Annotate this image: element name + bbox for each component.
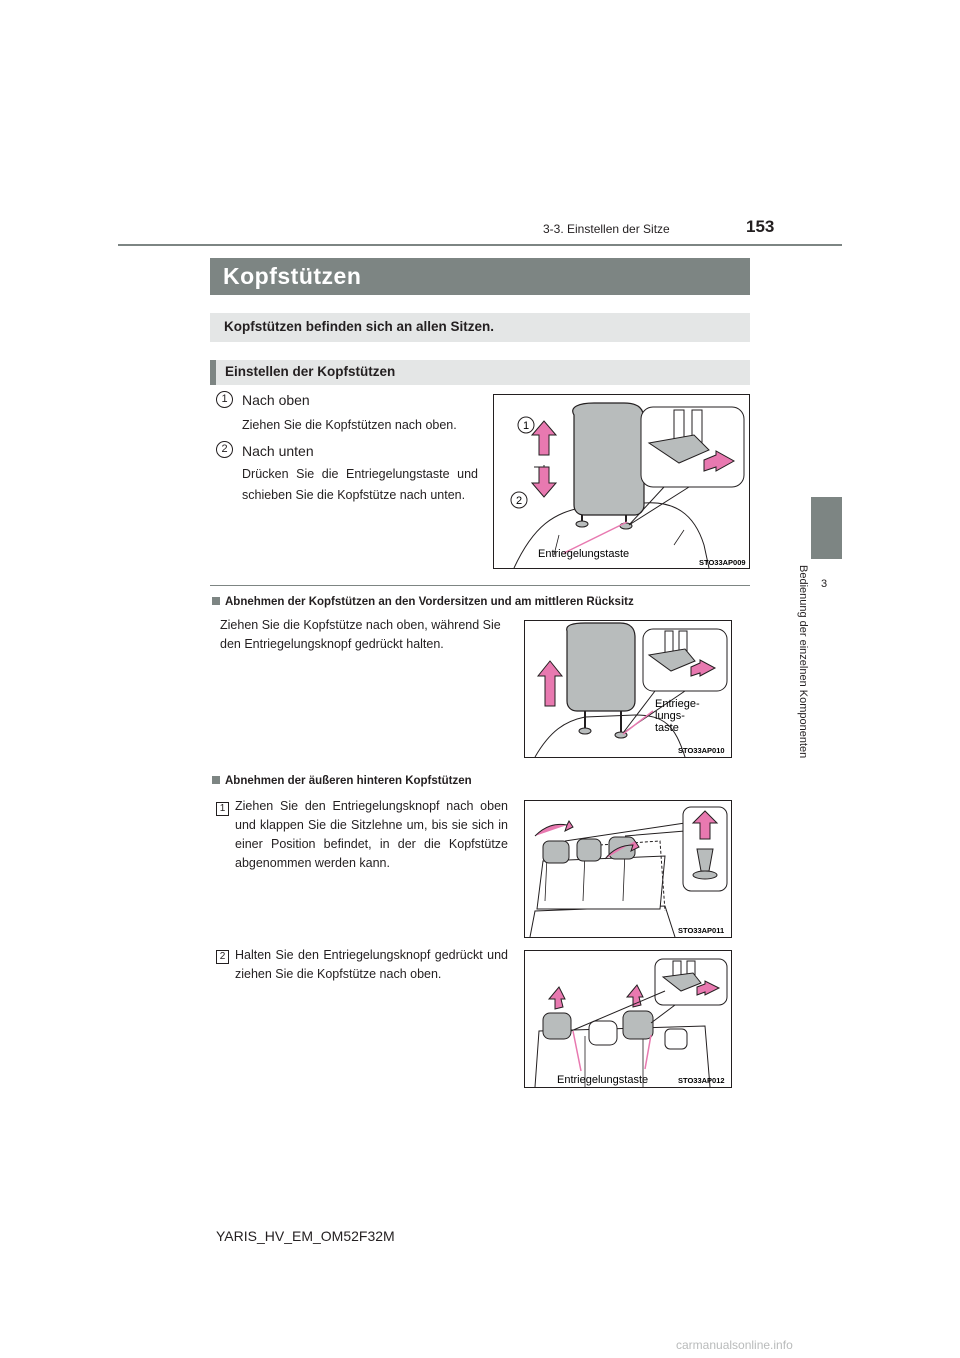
subsection-bar bbox=[210, 360, 750, 385]
chapter-title bbox=[796, 565, 812, 795]
rear-step-number-2: 2 bbox=[216, 950, 229, 964]
figure-2-code: STO33AP010 bbox=[678, 746, 725, 755]
header-rule bbox=[118, 244, 842, 246]
front-removal-illustration bbox=[525, 621, 731, 757]
figure-2-label: Entriege-lungs-taste bbox=[655, 698, 700, 734]
section-divider bbox=[210, 585, 750, 586]
figure-front-removal bbox=[524, 620, 732, 758]
page-title: Kopfstützen bbox=[223, 263, 362, 289]
headrest-adjust-illustration bbox=[494, 395, 749, 568]
rear-step-number-1: 1 bbox=[216, 802, 229, 816]
step-title-2: Nach unten bbox=[242, 443, 314, 459]
figure-1-code: STO33AP009 bbox=[699, 558, 746, 567]
marker-1: 1 bbox=[522, 420, 530, 432]
figure-4-label: Entriegelungstaste bbox=[557, 1074, 649, 1086]
removal-front-heading: Abnehmen der Kopfstützen an den Vordersitzen und am mittleren Rücksitz bbox=[212, 596, 752, 608]
removal-rear-heading: Abnehmen der äußeren hinteren Kopfstützen bbox=[212, 775, 752, 787]
step-text-2: Drücken Sie die Entriegelungstaste und schieben Sie die Kopfstütze nach unten. bbox=[242, 467, 478, 502]
rear-step-text-2: Halten Sie den Entriegelungsknopf gedrückt und ziehen Sie die Kopfstütze nach oben. bbox=[235, 948, 508, 981]
rear-fold-illustration bbox=[525, 801, 731, 937]
watermark[interactable]: carmanualsonline.info bbox=[676, 1338, 793, 1352]
chapter-title-text: Bedienung der einzelnen Komponenten bbox=[797, 565, 809, 759]
chapter-tab bbox=[811, 497, 842, 559]
step-number-2: 2 bbox=[216, 441, 233, 458]
figure-3-code: STO33AP011 bbox=[678, 926, 725, 935]
figure-4-code: STO33AP012 bbox=[678, 1076, 725, 1085]
step-title-1: Nach oben bbox=[242, 392, 310, 408]
bullet-square-icon bbox=[212, 597, 220, 605]
footer-doc-id: YARIS_HV_EM_OM52F32M bbox=[216, 1228, 395, 1244]
rear-step-text-1: Ziehen Sie den Entriegelungsknopf nach oben und klappen Sie die Sitzlehne um, bis sie sich in einer Position befindet, in der die Kopfstütze abgenommen werden kann. bbox=[235, 799, 508, 870]
step-number-1: 1 bbox=[216, 391, 233, 408]
figure-rear-fold bbox=[524, 800, 732, 938]
info-bar bbox=[210, 313, 750, 342]
figure-rear-removal bbox=[524, 950, 732, 1088]
step-text-1: Ziehen Sie die Kopfstützen nach oben. bbox=[242, 418, 457, 432]
bullet-square-icon bbox=[212, 776, 220, 784]
page-number: 153 bbox=[746, 217, 775, 236]
removal-front-text: Ziehen Sie die Kopfstütze nach oben, während Sie den Entriegelungsknopf gedrückt halten. bbox=[220, 618, 501, 651]
chapter-number: 3 bbox=[821, 578, 828, 590]
subsection-title: Einstellen der Kopfstützen bbox=[225, 364, 396, 379]
rear-removal-illustration bbox=[525, 951, 731, 1087]
marker-2: 2 bbox=[515, 495, 523, 507]
page-title-bar bbox=[210, 258, 750, 295]
section-label: 3-3. Einstellen der Sitze bbox=[543, 222, 670, 236]
info-text: Kopfstützen befinden sich an allen Sitzen. bbox=[224, 319, 495, 334]
figure-headrest-adjust bbox=[493, 394, 750, 569]
figure-1-label: Entriegelungstaste bbox=[538, 548, 630, 560]
